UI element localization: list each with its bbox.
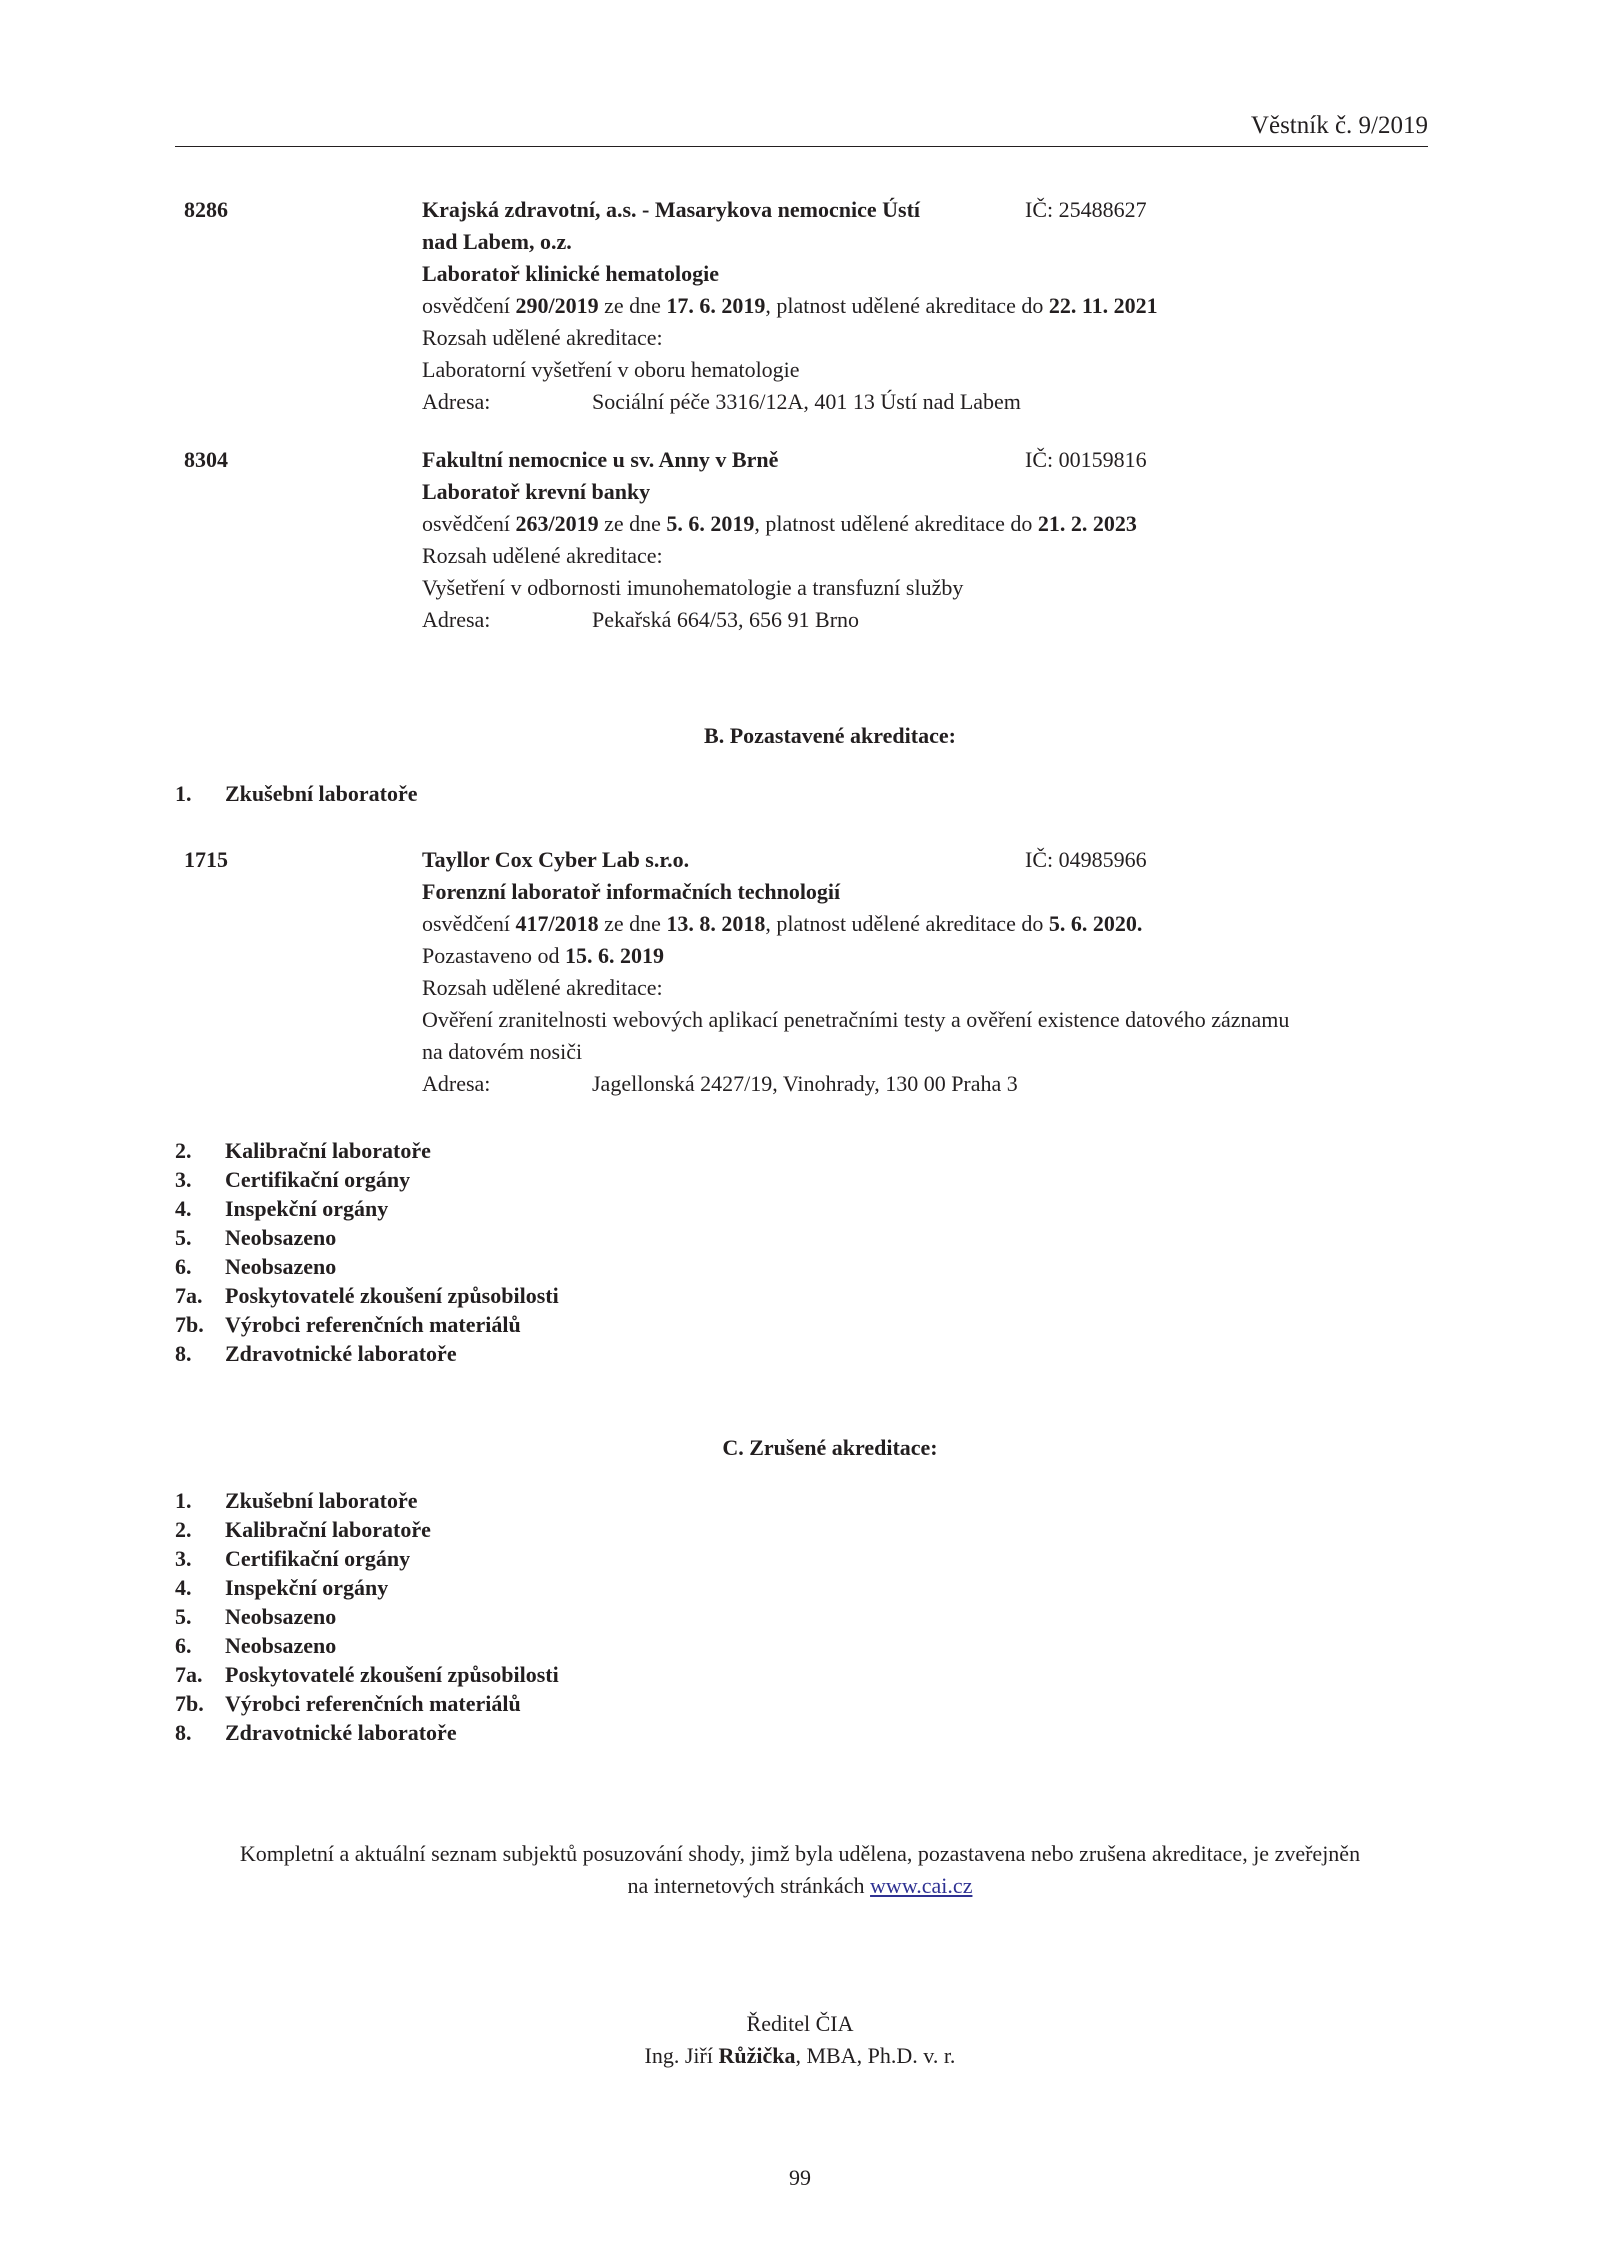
director-name-suffix: , MBA, Ph.D. v. r. [795,2043,956,2068]
list-item [175,1310,559,1339]
list-item-label: Poskytovatelé zkoušení způsobilosti [225,1662,559,1687]
list-item [175,1544,559,1573]
list-item-number: 8. [175,1720,192,1745]
list-item-label: Neobsazeno [225,1604,337,1629]
list-item-number: 4. [175,1196,192,1221]
record-scope-label: Rozsah udělené akreditace: [422,325,663,350]
director-name [0,2040,1600,2072]
list-item-number: 7a. [175,1283,203,1308]
record-code: 8286 [184,197,228,222]
address-label: Adresa: [422,607,491,632]
cert-prefix: osvědčení [422,511,516,536]
cert-text: , platnost udělené akreditace do [765,911,1049,936]
record-certificate [422,508,1137,540]
record-scope-line1: Ověření zranitelnosti webových aplikací penetračními testy a ověření existence datového záznamu [422,1007,1290,1032]
record-code: 8304 [184,447,228,472]
list-item [175,1223,559,1252]
record-scope-label: Rozsah udělené akreditace: [422,975,663,1000]
list-item [175,1602,559,1631]
list-item [175,1573,559,1602]
cert-number: 263/2019 [515,511,599,536]
page-number: 99 [789,2165,811,2190]
cert-date: 13. 8. 2018 [666,911,766,936]
list-item [175,1718,559,1747]
closing-paragraph [0,1838,1600,1902]
record-8286 [422,194,1158,418]
address-value: Sociální péče 3316/12A, 401 13 Ústí nad Labem [592,389,1021,414]
list-item-label: Inspekční orgány [225,1575,389,1600]
list-item [175,1660,559,1689]
record-ic: IČ: 04985966 [1025,847,1147,872]
list-item [175,1486,559,1515]
record-8304 [422,444,1137,636]
cert-text: , platnost udělené akreditace do [765,293,1049,318]
address-label: Adresa: [422,1071,491,1096]
record-address [422,604,1137,636]
record-org-line1: Fakultní nemocnice u sv. Anny v Brně [422,447,779,472]
header-divider [175,146,1428,147]
record-lab-name: Laboratoř krevní banky [422,479,651,504]
record-certificate [422,908,1289,940]
list-item-number: 5. [175,1225,192,1250]
list-item-number: 7b. [175,1312,204,1337]
cert-text: ze dne [598,911,667,936]
address-value: Pekařská 664/53, 656 91 Brno [592,607,860,632]
list-item [175,1136,559,1165]
record-address [422,386,1158,418]
cert-text: ze dne [598,511,667,536]
list-item [175,1194,559,1223]
list-item-label: Neobsazeno [225,1225,337,1250]
list-item-number: 7b. [175,1691,204,1716]
cert-text: , platnost udělené akreditace do [754,511,1038,536]
cert-prefix: osvědčení [422,293,516,318]
cert-prefix: osvědčení [422,911,516,936]
list-item-number: 3. [175,1167,192,1192]
address-value: Jagellonská 2427/19, Vinohrady, 130 00 Praha 3 [592,1071,1018,1096]
list-item-number: 2. [175,1517,192,1542]
cert-number: 417/2018 [515,911,599,936]
record-suspended [422,940,1289,972]
list-item-number: 7a. [175,1662,203,1687]
list-item-number: 4. [175,1575,192,1600]
director-surname: Růžička [718,2043,796,2068]
record-1715 [422,844,1289,1100]
director-name-prefix: Ing. Jiří [644,2043,719,2068]
section-b-list [175,1136,559,1368]
page-header-title: Věstník č. 9/2019 [1250,112,1428,139]
section-c-list [175,1486,559,1747]
suspended-date: 15. 6. 2019 [564,943,664,968]
director-title: Ředitel ČIA [746,2011,854,2036]
list-item-label: Kalibrační laboratoře [225,1517,431,1542]
section-b-heading: B. Pozastavené akreditace: [704,723,956,748]
list-item-number: 6. [175,1633,192,1658]
record-org-line1: Krajská zdravotní, a.s. - Masarykova nemocnice Ústí [422,197,921,222]
director-signature [0,2008,1600,2072]
list-item [175,1281,559,1310]
record-scope-line2: na datovém nosiči [422,1039,583,1064]
record-scope: Vyšetření v odbornosti imunohematologie a transfuzní služby [422,575,964,600]
list-item-number: 3. [175,1546,192,1571]
record-scope-label: Rozsah udělené akreditace: [422,543,663,568]
record-code: 1715 [184,847,228,872]
list-item-number: 5. [175,1604,192,1629]
section-b-subheading [175,778,418,810]
cert-date: 5. 6. 2019 [666,511,755,536]
list-item-label: Poskytovatelé zkoušení způsobilosti [225,1283,559,1308]
list-item [175,1252,559,1281]
record-org: Tayllor Cox Cyber Lab s.r.o. [422,847,690,872]
website-link[interactable]: www.cai.cz [870,1873,973,1898]
list-item-number: 2. [175,1138,192,1163]
list-item-number: 8. [175,1341,192,1366]
record-certificate [422,290,1158,322]
list-item-label: Certifikační orgány [225,1167,411,1192]
subheading-number: 1. [175,781,192,806]
section-c-heading: C. Zrušené akreditace: [722,1435,938,1460]
list-item-label: Výrobci referenčních materiálů [225,1691,521,1716]
closing-line2 [0,1870,1600,1902]
record-address [422,1068,1289,1100]
record-lab-name: Forenzní laboratoř informačních technologií [422,879,841,904]
list-item [175,1339,559,1368]
list-item-number: 1. [175,1488,192,1513]
list-item-label: Inspekční orgány [225,1196,389,1221]
list-item [175,1515,559,1544]
list-item [175,1689,559,1718]
record-scope: Laboratorní vyšetření v oboru hematologie [422,357,800,382]
record-ic: IČ: 25488627 [1025,197,1147,222]
cert-valid-until: 21. 2. 2023 [1037,511,1137,536]
cert-text: ze dne [598,293,667,318]
cert-valid-until: 5. 6. 2020. [1048,911,1143,936]
cert-date: 17. 6. 2019 [666,293,766,318]
suspended-label: Pozastaveno od [422,943,565,968]
list-item-label: Výrobci referenčních materiálů [225,1312,521,1337]
address-label: Adresa: [422,389,491,414]
list-item-label: Kalibrační laboratoře [225,1138,431,1163]
list-item-label: Zkušební laboratoře [225,1488,418,1513]
record-ic: IČ: 00159816 [1025,447,1147,472]
list-item-label: Zdravotnické laboratoře [225,1720,457,1745]
list-item-number: 6. [175,1254,192,1279]
cert-number: 290/2019 [515,293,599,318]
list-item-label: Neobsazeno [225,1633,337,1658]
subheading-label: Zkušební laboratoře [225,781,418,806]
list-item-label: Neobsazeno [225,1254,337,1279]
closing-line1: Kompletní a aktuální seznam subjektů posuzování shody, jimž byla udělena, pozastavena nebo zrušena akreditace, je zveřejněn [239,1841,1361,1866]
list-item [175,1631,559,1660]
list-item-label: Zdravotnické laboratoře [225,1341,457,1366]
list-item-label: Certifikační orgány [225,1546,411,1571]
list-item [175,1165,559,1194]
record-org-line2: nad Labem, o.z. [422,229,572,254]
record-lab-name: Laboratoř klinické hematologie [422,261,719,286]
closing-text: na internetových stránkách [627,1873,871,1898]
cert-valid-until: 22. 11. 2021 [1048,293,1158,318]
